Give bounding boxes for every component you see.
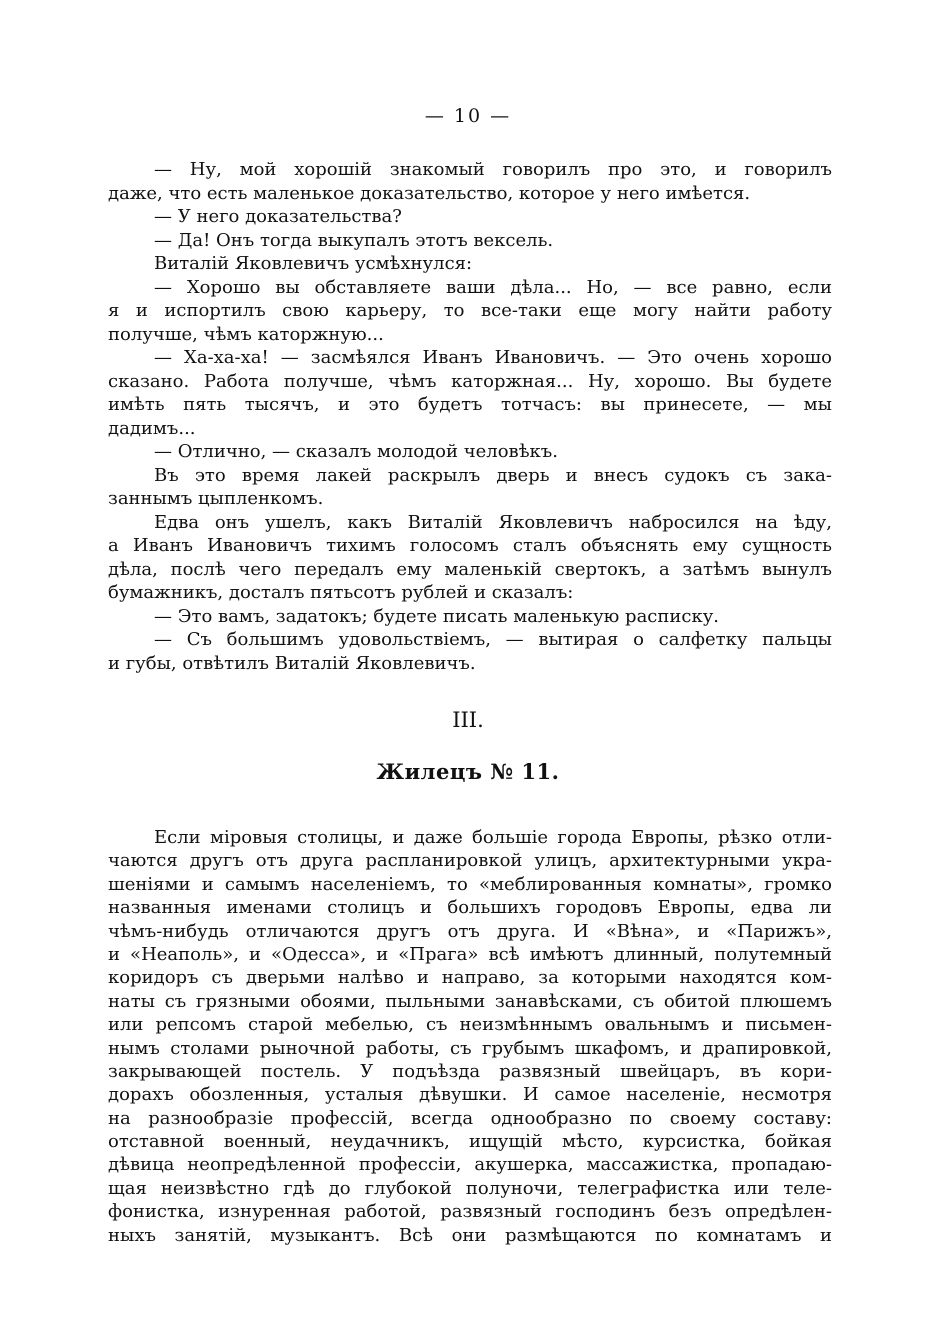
body-text-line: на разнообразіе профессій, всегда однообразно по своему составу: — [108, 1107, 832, 1129]
chapter-title: Жилецъ № 11. — [376, 759, 560, 784]
body-text-line: коридоръ съ дверьми налѣво и направо, за которыми находятся ком- — [108, 967, 832, 989]
body-text-line: закрывающей постель. У подъѣзда развязный швейцаръ, въ кори- — [108, 1060, 832, 1082]
body-text-line: нымъ столами рыночной работы, съ грубымъ шкафомъ, и драпировкой, — [108, 1037, 832, 1059]
body-text-line: шеніями и самымъ населеніемъ, то «меблированныя комнаты», громко — [108, 873, 832, 895]
body-text-line: щая неизвѣстно гдѣ до глубокой полуночи, телеграфистка или теле- — [108, 1177, 832, 1199]
dialogue-line: заннымъ цыпленкомъ. — [108, 488, 324, 509]
page-number: — 10 — — [424, 105, 512, 127]
chapter-body — [108, 826, 832, 1247]
dialogue-line: — Съ большимъ удовольствіемъ, — вытирая о салфетку пальцы — [154, 629, 832, 650]
dialogue-line: — Да! Онъ тогда выкупалъ этотъ вексель. — [154, 229, 554, 251]
dialogue-line: Въ это время лакей раскрылъ дверь и внесъ судокъ съ зака- — [154, 464, 832, 486]
dialogue-line: — У него доказательства? — [154, 206, 402, 227]
dialogue-line: — Ха-ха-ха! — засмѣялся Иванъ Ивановичъ. — Это очень хорошо — [154, 347, 832, 368]
dialogue-line: — Это вамъ, задатокъ; будете писать маленькую расписку. — [154, 605, 720, 627]
dialogue-line: дадимъ... — [108, 417, 196, 439]
dialogue-line: имѣть пять тысячъ, и это будетъ тотчасъ: вы принесете, — мы — [108, 394, 832, 415]
dialogue-line: бумажникъ, досталъ пятьсотъ рублей и сказалъ: — [108, 582, 574, 603]
dialogue-line: получше, чѣмъ каторжную... — [108, 323, 384, 345]
body-text-line: дорахъ обозленныя, усталыя дѣвушки. И самое населеніе, несмотря — [108, 1084, 832, 1106]
dialogue-line: и губы, отвѣтилъ Виталій Яковлевичъ. — [108, 652, 476, 674]
chapter-number: III. — [452, 708, 484, 732]
dialogue-line: сказано. Работа получше, чѣмъ каторжная... Ну, хорошо. Вы будете — [108, 370, 832, 392]
body-text-line: фонистка, изнуренная работой, развязный господинъ безъ опредѣлен- — [108, 1201, 832, 1223]
dialogue-line: — Отлично, — сказалъ молодой человѣкъ. — [154, 441, 558, 462]
body-text-line: и «Неаполь», и «Одесса», и «Прага» всѣ имѣютъ длинный, полутемный — [108, 943, 832, 965]
body-text-line: или репсомъ старой мебелью, съ неизмѣннымъ овальнымъ и письмен- — [108, 1014, 832, 1036]
dialogue-line: — Ну, мой хорошій знакомый говорилъ про это, и говорилъ — [154, 159, 832, 180]
dialogue-line: — Хорошо вы обставляете ваши дѣла... Но, — все равно, если — [154, 276, 832, 298]
body-text-line: дѣвица неопредѣленной профессіи, акушерка, массажистка, пропадаю- — [108, 1154, 832, 1176]
dialogue-line: а Иванъ Ивановичъ тихимъ голосомъ сталъ объяснять ему сущность — [108, 535, 832, 556]
dialogue-line: я и испортилъ свою карьеру, то все-таки еще могу найти работу — [108, 300, 832, 321]
dialogue-line: даже, что есть маленькое доказательство, которое у него имѣется. — [108, 182, 751, 204]
body-text-line: чѣмъ-нибудь отличаются другъ отъ друга. И «Вѣна», и «Парижъ», — [108, 920, 832, 942]
body-text-line: ныхъ занятій, музыкантъ. Всѣ они размѣщаются по комнатамъ и — [108, 1224, 832, 1246]
dialogue-line: Виталій Яковлевичъ усмѣхнулся: — [154, 253, 473, 274]
body-text-line: наты съ грязными обоями, пыльными занавѣсками, съ обитой плюшемъ — [108, 990, 832, 1012]
dialogue-line: Едва онъ ушелъ, какъ Виталій Яковлевичъ набросился на ѣду, — [154, 511, 832, 533]
body-text-line: Если міровыя столицы, и даже большіе города Европы, рѣзко отли- — [154, 827, 832, 848]
body-text-line: названныя именами столицъ и большихъ городовъ Европы, едва ли — [108, 897, 832, 919]
body-text-line: отставной военный, неудачникъ, ищущій мѣсто, курсистка, бойкая — [108, 1131, 832, 1153]
dialogue-section — [108, 158, 832, 675]
dialogue-line: дѣла, послѣ чего передалъ ему маленькій свертокъ, а затѣмъ вынулъ — [108, 558, 832, 580]
body-text-line: чаются другъ отъ друга распланировкой улицъ, архитектурными укра- — [108, 850, 832, 872]
